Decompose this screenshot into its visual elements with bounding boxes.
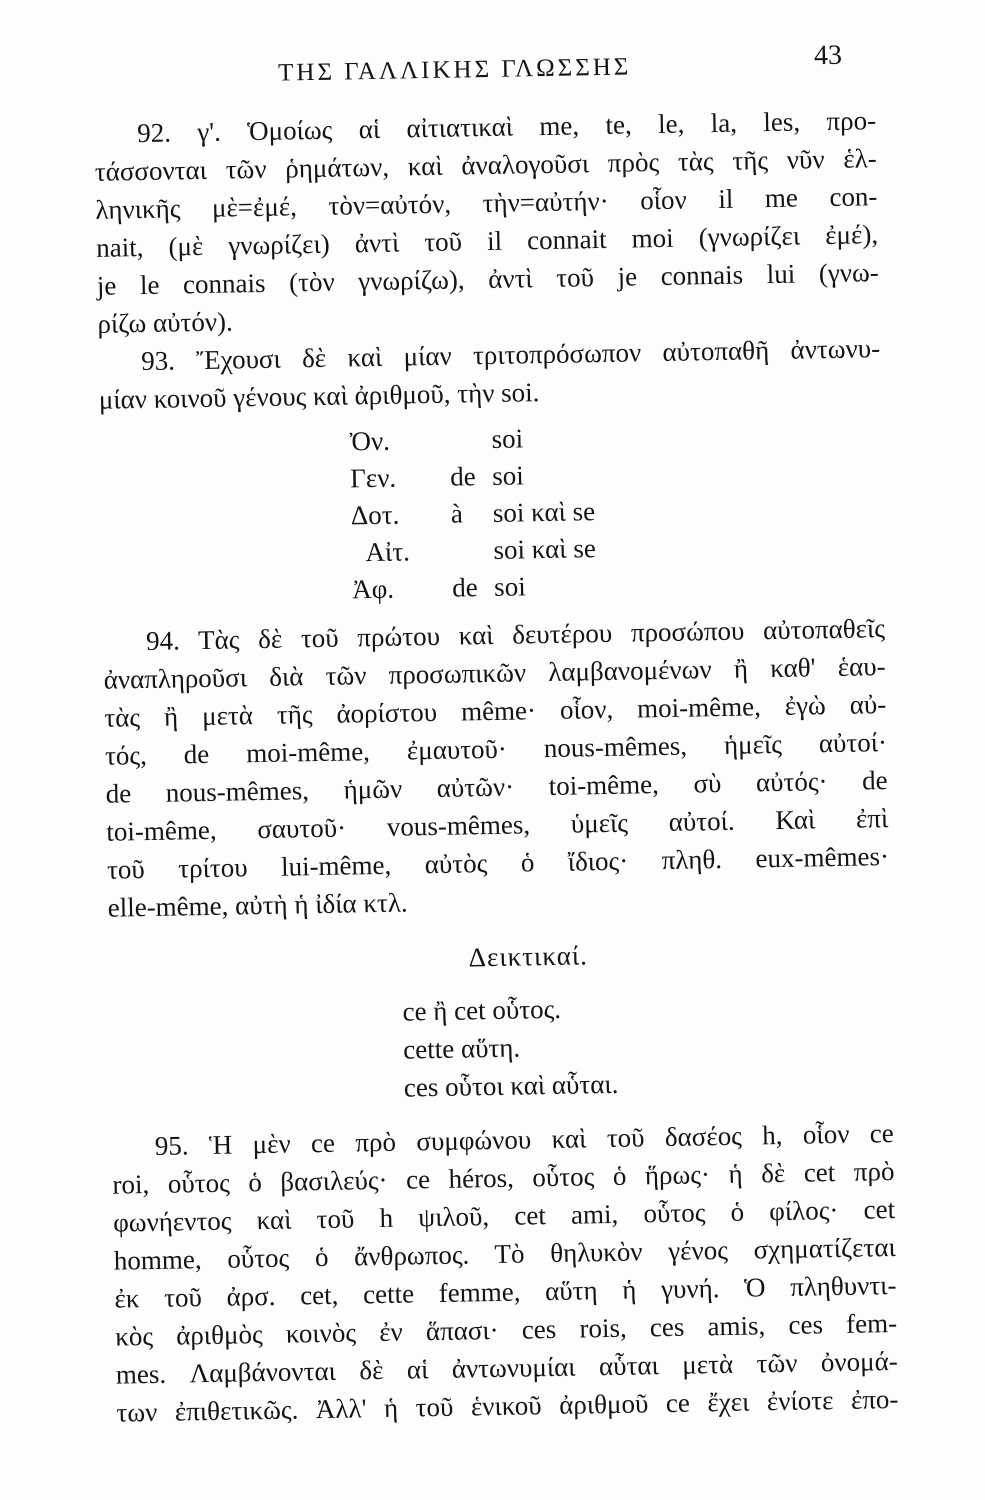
case-form: soi bbox=[491, 460, 524, 491]
case-label: Ὀν. bbox=[349, 425, 391, 457]
case-form: soi bbox=[491, 423, 524, 454]
text-line: μίαν κοινοῦ γένους καὶ ἀριθμοῦ, τὴν soi. bbox=[98, 377, 540, 415]
text-line: mes. Λαμβάνονται δὲ αἱ ἀντωνυμίαι αὗται μετὰ τῶν ὀνομά- bbox=[115, 1346, 898, 1390]
demonstratives-list bbox=[402, 985, 864, 1107]
case-label: Δοτ. bbox=[350, 499, 400, 531]
text-line: ληνικῆς μὲ=ἐμέ, τὸν=αὐτόν, τὴν=αὐτήν· οἷον il me con- bbox=[95, 181, 878, 225]
text-line: de nous-mêmes, ἡμῶν αὐτῶν· toi-même, σὺ αὐτός· de bbox=[105, 765, 888, 809]
paragraph-93 bbox=[98, 329, 881, 419]
text-line: elle-même, αὐτὴ ἡ ἰδία κτλ. bbox=[107, 887, 408, 923]
text-line: τὰς ἢ μετὰ τῆς ἀορίστου même· οἷον, moi-même, ἐγὼ αὐ- bbox=[104, 689, 887, 733]
text-line: 94. Τὰς δὲ τοῦ πρώτου καὶ δευτέρου προσώπου αὐτοπαθεῖς bbox=[145, 613, 886, 657]
text-line: 93. Ἔχουσι δὲ καὶ μίαν τριτοπρόσωπον αὐτοπαθῆ ἀντωνυ- bbox=[140, 333, 881, 377]
paragraph-92 bbox=[94, 101, 880, 343]
text-line: toi-même, σαυτοῦ· vous-mêmes, ὑμεῖς αὐτοί. Καὶ ἐπὶ bbox=[106, 803, 889, 847]
case-prefix bbox=[452, 559, 494, 560]
text-line: κὸς ἀριθμὸς κοινὸς ἐν ἅπασι· ces rois, ces amis, ces fem- bbox=[114, 1308, 898, 1352]
text-line: 92. γ'. Ὁμοίως αἱ αἰτιατικαὶ me, te, le, la, les, προ- bbox=[136, 105, 877, 149]
text-line: φωνήεντος καὶ τοῦ h ψιλοῦ, cet ami, οὗτος ὁ φίλος· cet bbox=[112, 1194, 896, 1238]
list-item: ces οὗτοι καὶ αὗται. bbox=[403, 1068, 619, 1103]
text-line: 95. Ἡ μὲν ce πρὸ συμφώνου καὶ τοῦ δασέος h, οἷον ce bbox=[154, 1118, 895, 1161]
case-label: Γεν. bbox=[349, 462, 397, 494]
paragraph-95 bbox=[112, 1114, 899, 1432]
running-head: ΤΗΣ ΓΑΛΛΙΚΗΣ ΓΛΩΣΣΗΣ bbox=[277, 53, 632, 87]
page-number: 43 bbox=[813, 39, 843, 72]
text-line: ρίζω αὐτόν). bbox=[97, 306, 234, 339]
case-prefix bbox=[450, 448, 492, 449]
case-label: Ἀφ. bbox=[351, 573, 395, 605]
text-line: τός, de moi-même, ἐμαυτοῦ· nous-mêmes, ἡμεῖς αὐτοί· bbox=[104, 727, 888, 771]
text-line: τάσσονται τῶν ῥημάτων, καὶ ἀναλογοῦσι πρὸς τὰς τῆς νῦν ἑλ- bbox=[94, 143, 877, 187]
text-line: je le connais (τὸν γνωρίζω), ἀντὶ τοῦ je connais lui (γνω- bbox=[96, 257, 879, 301]
case-prefix: de bbox=[451, 572, 478, 603]
case-form: soi καὶ se bbox=[492, 496, 596, 528]
text-line: ἀναπληροῦσι διὰ τῶν προσωπικῶν λαμβανομένων ἢ καθ' ἑαυ- bbox=[103, 651, 886, 695]
paragraph-94 bbox=[103, 609, 890, 927]
text-line: nait, (μὲ γνωρίζει) ἀντὶ τοῦ il connait moi (γνωρίζει ἐμέ), bbox=[95, 219, 879, 263]
case-form: soi bbox=[493, 571, 526, 602]
case-prefix: à bbox=[450, 498, 464, 529]
declension-row bbox=[352, 564, 773, 608]
text-line: homme, οὗτος ὁ ἄνθρωπος. Τὸ θηλυκὸν γένος σχηματίζεται bbox=[113, 1232, 896, 1276]
case-prefix: de bbox=[449, 461, 476, 492]
case-form: soi καὶ se bbox=[493, 533, 597, 565]
case-label: Αἰτ. bbox=[365, 536, 411, 568]
text-line: ἐκ τοῦ ἀρσ. cet, cette femme, αὕτη ἡ γυνή. Ὁ πληθυντι- bbox=[114, 1270, 897, 1314]
declension-table bbox=[349, 416, 772, 608]
text-line: τοῦ τρίτου lui-même, αὐτὸς ὁ ἴδιος· πληθ. eux-mêmes· bbox=[106, 841, 890, 885]
text-line: των ἐπιθετικῶς. Ἀλλ' ἡ τοῦ ἑνικοῦ ἀριθμοῦ ce ἔχει ἐνίοτε ἐπο- bbox=[116, 1384, 899, 1428]
list-item: ce ἢ cet οὗτος. bbox=[402, 993, 562, 1027]
text-line: roi, οὗτος ὁ βασιλεύς· ce héros, οὗτος ὁ ἥρως· ἡ δὲ cet πρὸ bbox=[112, 1156, 895, 1200]
section-heading: Δεικτικαί. bbox=[468, 940, 589, 973]
list-item: cette αὕτη. bbox=[402, 1032, 521, 1065]
